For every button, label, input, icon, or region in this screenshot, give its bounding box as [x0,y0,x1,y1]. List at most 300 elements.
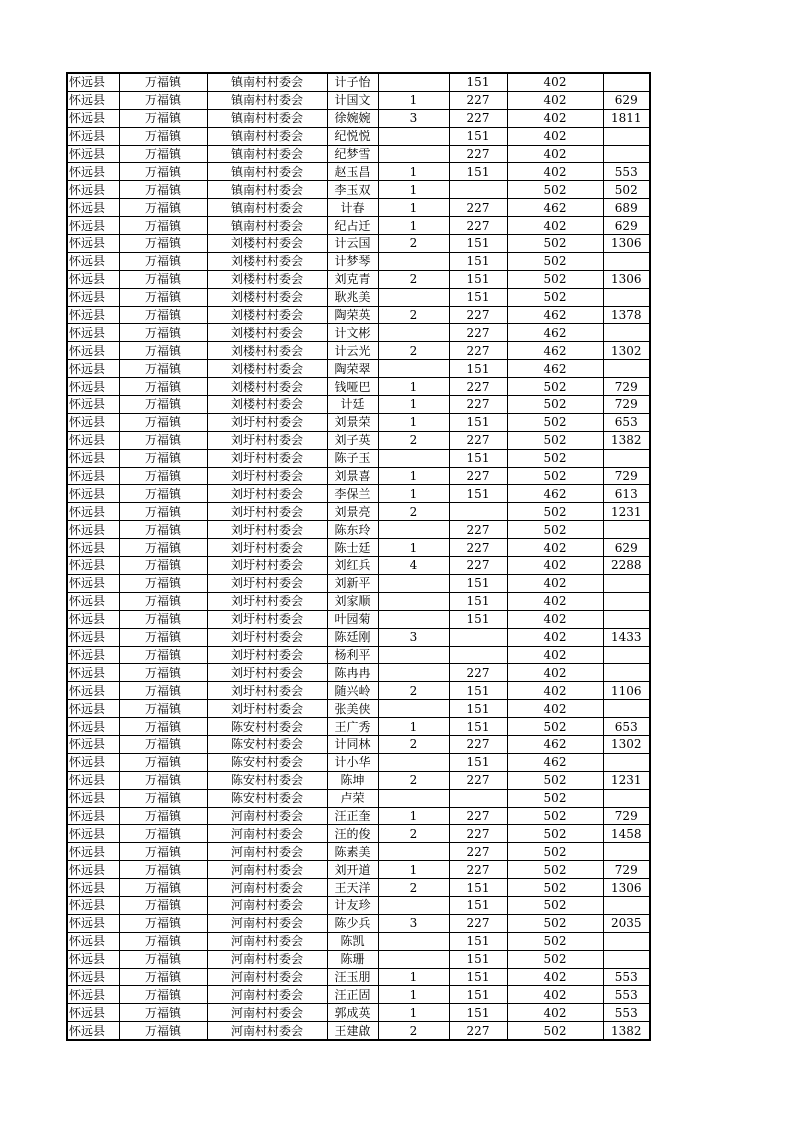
town-cell: 万福镇 [119,610,207,628]
count-cell: 2 [378,735,449,753]
name-cell: 刘子英 [327,431,378,449]
amount-a-cell [449,646,507,664]
count-cell: 2 [378,1022,449,1040]
amount-b-cell: 402 [507,986,603,1004]
amount-b-cell: 402 [507,968,603,986]
table-row [67,646,650,664]
amount-a-cell: 227 [449,91,507,109]
town-cell: 万福镇 [119,252,207,270]
county-cell: 怀远县 [67,521,119,539]
table-row [67,467,650,485]
amount-b-cell: 402 [507,574,603,592]
town-cell: 万福镇 [119,825,207,843]
name-cell: 王建啟 [327,1022,378,1040]
total-cell [603,324,650,342]
amount-b-cell: 502 [507,449,603,467]
count-cell [378,592,449,610]
table-row [67,986,650,1004]
name-cell: 李保兰 [327,485,378,503]
total-cell [603,896,650,914]
amount-b-cell: 502 [507,843,603,861]
table-row [67,843,650,861]
village-cell: 刘楼村村委会 [207,270,327,288]
name-cell: 刘开道 [327,861,378,879]
amount-a-cell: 227 [449,342,507,360]
amount-b-cell: 462 [507,360,603,378]
amount-a-cell: 151 [449,574,507,592]
county-cell: 怀远县 [67,825,119,843]
table-row [67,771,650,789]
county-cell: 怀远县 [67,485,119,503]
table-row [67,270,650,288]
count-cell: 1 [378,968,449,986]
total-cell: 1382 [603,431,650,449]
town-cell: 万福镇 [119,127,207,145]
village-cell: 河南村村委会 [207,825,327,843]
amount-a-cell: 151 [449,592,507,610]
name-cell: 刘红兵 [327,557,378,575]
amount-a-cell: 227 [449,145,507,163]
count-cell [378,950,449,968]
town-cell: 万福镇 [119,700,207,718]
count-cell [378,646,449,664]
name-cell: 赵玉昌 [327,163,378,181]
village-cell: 河南村村委会 [207,843,327,861]
town-cell: 万福镇 [119,235,207,253]
village-cell: 刘圩村村委会 [207,467,327,485]
name-cell: 计云光 [327,342,378,360]
count-cell: 1 [378,986,449,1004]
count-cell [378,521,449,539]
count-cell: 1 [378,539,449,557]
table-row [67,968,650,986]
town-cell: 万福镇 [119,431,207,449]
amount-b-cell: 402 [507,700,603,718]
amount-a-cell: 151 [449,986,507,1004]
town-cell: 万福镇 [119,91,207,109]
total-cell [603,664,650,682]
table-row [67,718,650,736]
table-row [67,145,650,163]
table-row [67,557,650,575]
amount-a-cell: 227 [449,557,507,575]
county-cell: 怀远县 [67,628,119,646]
amount-b-cell: 462 [507,485,603,503]
total-cell: 629 [603,539,650,557]
amount-b-cell: 502 [507,1022,603,1040]
county-cell: 怀远县 [67,288,119,306]
town-cell: 万福镇 [119,467,207,485]
village-cell: 河南村村委会 [207,950,327,968]
name-cell: 刘家顺 [327,592,378,610]
table-row [67,235,650,253]
amount-a-cell: 151 [449,700,507,718]
amount-a-cell: 227 [449,431,507,449]
table-row [67,753,650,771]
name-cell: 钱哑巴 [327,378,378,396]
village-cell: 河南村村委会 [207,986,327,1004]
amount-b-cell: 402 [507,539,603,557]
town-cell: 万福镇 [119,682,207,700]
amount-a-cell: 151 [449,270,507,288]
name-cell: 郭成英 [327,1004,378,1022]
total-cell: 553 [603,986,650,1004]
total-cell [603,252,650,270]
amount-a-cell: 151 [449,950,507,968]
table-row [67,825,650,843]
village-cell: 刘圩村村委会 [207,485,327,503]
table-body [67,73,650,1040]
count-cell [378,252,449,270]
county-cell: 怀远县 [67,449,119,467]
amount-a-cell: 151 [449,1004,507,1022]
count-cell [378,360,449,378]
amount-a-cell: 151 [449,127,507,145]
total-cell: 2288 [603,557,650,575]
name-cell: 陈士廷 [327,539,378,557]
count-cell: 1 [378,217,449,235]
count-cell [378,127,449,145]
county-cell: 怀远县 [67,396,119,414]
county-cell: 怀远县 [67,896,119,914]
total-cell: 553 [603,1004,650,1022]
amount-b-cell: 502 [507,914,603,932]
amount-b-cell: 462 [507,753,603,771]
amount-b-cell: 402 [507,145,603,163]
village-cell: 镇南村村委会 [207,217,327,235]
table-row [67,396,650,414]
table-row [67,610,650,628]
town-cell: 万福镇 [119,646,207,664]
town-cell: 万福镇 [119,771,207,789]
town-cell: 万福镇 [119,288,207,306]
table-row [67,932,650,950]
county-cell: 怀远县 [67,199,119,217]
name-cell: 刘新平 [327,574,378,592]
amount-a-cell: 227 [449,396,507,414]
county-cell: 怀远县 [67,879,119,897]
amount-b-cell: 502 [507,378,603,396]
total-cell: 1302 [603,735,650,753]
count-cell: 3 [378,628,449,646]
table-row [67,163,650,181]
name-cell: 计子怡 [327,73,378,91]
town-cell: 万福镇 [119,324,207,342]
count-cell: 2 [378,771,449,789]
table-row [67,503,650,521]
village-cell: 刘楼村村委会 [207,342,327,360]
name-cell: 张美侠 [327,700,378,718]
amount-a-cell: 151 [449,932,507,950]
total-cell: 689 [603,199,650,217]
total-cell: 553 [603,163,650,181]
total-cell: 1306 [603,879,650,897]
county-cell: 怀远县 [67,181,119,199]
town-cell: 万福镇 [119,217,207,235]
amount-a-cell: 227 [449,914,507,932]
county-cell: 怀远县 [67,950,119,968]
town-cell: 万福镇 [119,664,207,682]
amount-b-cell: 402 [507,610,603,628]
amount-a-cell: 151 [449,968,507,986]
table-row [67,449,650,467]
name-cell: 纪占迁 [327,217,378,235]
town-cell: 万福镇 [119,843,207,861]
village-cell: 河南村村委会 [207,968,327,986]
county-cell: 怀远县 [67,753,119,771]
county-cell: 怀远县 [67,73,119,91]
town-cell: 万福镇 [119,628,207,646]
county-cell: 怀远县 [67,646,119,664]
count-cell: 1 [378,807,449,825]
village-cell: 刘圩村村委会 [207,700,327,718]
town-cell: 万福镇 [119,557,207,575]
total-cell [603,521,650,539]
name-cell: 陈珊 [327,950,378,968]
amount-b-cell: 402 [507,628,603,646]
county-cell: 怀远县 [67,664,119,682]
amount-b-cell: 502 [507,252,603,270]
total-cell: 729 [603,807,650,825]
table-row [67,324,650,342]
village-cell: 河南村村委会 [207,807,327,825]
table-row [67,539,650,557]
amount-b-cell: 502 [507,181,603,199]
table-row [67,485,650,503]
total-cell: 1811 [603,109,650,127]
count-cell [378,700,449,718]
village-cell: 河南村村委会 [207,896,327,914]
amount-a-cell: 227 [449,109,507,127]
name-cell: 刘景亮 [327,503,378,521]
name-cell: 刘景荣 [327,413,378,431]
total-cell: 729 [603,861,650,879]
village-cell: 刘圩村村委会 [207,574,327,592]
town-cell: 万福镇 [119,378,207,396]
name-cell: 汪正固 [327,986,378,1004]
amount-a-cell: 227 [449,199,507,217]
amount-b-cell: 502 [507,396,603,414]
amount-b-cell: 502 [507,413,603,431]
table-row [67,413,650,431]
county-cell: 怀远县 [67,861,119,879]
table-row [67,342,650,360]
name-cell: 卢荣 [327,789,378,807]
count-cell: 1 [378,163,449,181]
amount-b-cell: 462 [507,342,603,360]
count-cell: 1 [378,396,449,414]
table-row [67,217,650,235]
total-cell [603,843,650,861]
village-cell: 刘圩村村委会 [207,664,327,682]
town-cell: 万福镇 [119,968,207,986]
table-row [67,861,650,879]
total-cell: 629 [603,91,650,109]
total-cell: 653 [603,718,650,736]
amount-b-cell: 402 [507,73,603,91]
count-cell: 1 [378,861,449,879]
table-row [67,306,650,324]
amount-a-cell: 227 [449,467,507,485]
name-cell: 叶园菊 [327,610,378,628]
count-cell: 1 [378,181,449,199]
total-cell: 629 [603,217,650,235]
village-cell: 刘圩村村委会 [207,521,327,539]
amount-a-cell: 227 [449,807,507,825]
table-row [67,682,650,700]
amount-a-cell: 227 [449,539,507,557]
total-cell: 1106 [603,682,650,700]
amount-b-cell: 462 [507,306,603,324]
table-row [67,789,650,807]
name-cell: 陶荣翠 [327,360,378,378]
total-cell [603,932,650,950]
amount-b-cell: 502 [507,235,603,253]
count-cell [378,664,449,682]
town-cell: 万福镇 [119,270,207,288]
town-cell: 万福镇 [119,789,207,807]
amount-b-cell: 462 [507,324,603,342]
town-cell: 万福镇 [119,592,207,610]
name-cell: 陈素美 [327,843,378,861]
amount-b-cell: 502 [507,861,603,879]
village-cell: 刘楼村村委会 [207,324,327,342]
count-cell: 1 [378,199,449,217]
count-cell: 3 [378,109,449,127]
county-cell: 怀远县 [67,968,119,986]
town-cell: 万福镇 [119,73,207,91]
county-cell: 怀远县 [67,127,119,145]
count-cell: 1 [378,91,449,109]
county-cell: 怀远县 [67,789,119,807]
town-cell: 万福镇 [119,753,207,771]
count-cell: 3 [378,914,449,932]
town-cell: 万福镇 [119,485,207,503]
name-cell: 计友珍 [327,896,378,914]
town-cell: 万福镇 [119,861,207,879]
count-cell [378,753,449,771]
amount-b-cell: 502 [507,896,603,914]
village-cell: 镇南村村委会 [207,199,327,217]
town-cell: 万福镇 [119,986,207,1004]
amount-b-cell: 462 [507,735,603,753]
amount-b-cell: 502 [507,431,603,449]
amount-a-cell: 227 [449,825,507,843]
amount-b-cell: 502 [507,825,603,843]
village-cell: 刘圩村村委会 [207,646,327,664]
name-cell: 纪悦悦 [327,127,378,145]
table-row [67,879,650,897]
amount-a-cell: 151 [449,610,507,628]
count-cell: 4 [378,557,449,575]
name-cell: 陈子玉 [327,449,378,467]
total-cell: 553 [603,968,650,986]
amount-a-cell: 151 [449,163,507,181]
table-row [67,700,650,718]
amount-a-cell: 151 [449,73,507,91]
count-cell [378,932,449,950]
total-cell: 729 [603,467,650,485]
county-cell: 怀远县 [67,700,119,718]
village-cell: 刘楼村村委会 [207,306,327,324]
village-cell: 河南村村委会 [207,1022,327,1040]
table-row [67,252,650,270]
amount-b-cell: 502 [507,789,603,807]
amount-b-cell: 502 [507,288,603,306]
name-cell: 陈东玲 [327,521,378,539]
count-cell [378,610,449,628]
amount-b-cell: 462 [507,199,603,217]
count-cell [378,574,449,592]
table-row [67,950,650,968]
county-cell: 怀远县 [67,574,119,592]
count-cell [378,288,449,306]
count-cell: 1 [378,1004,449,1022]
county-cell: 怀远县 [67,539,119,557]
town-cell: 万福镇 [119,413,207,431]
amount-b-cell: 402 [507,664,603,682]
town-cell: 万福镇 [119,574,207,592]
amount-b-cell: 402 [507,682,603,700]
county-cell: 怀远县 [67,252,119,270]
amount-a-cell: 151 [449,235,507,253]
village-cell: 镇南村村委会 [207,181,327,199]
village-cell: 河南村村委会 [207,1004,327,1022]
amount-a-cell: 151 [449,360,507,378]
village-cell: 河南村村委会 [207,861,327,879]
count-cell: 1 [378,718,449,736]
amount-a-cell: 151 [449,879,507,897]
name-cell: 陈坤 [327,771,378,789]
table-row [67,664,650,682]
county-cell: 怀远县 [67,360,119,378]
amount-b-cell: 402 [507,163,603,181]
county-cell: 怀远县 [67,235,119,253]
amount-b-cell: 402 [507,217,603,235]
name-cell: 陈廷刚 [327,628,378,646]
count-cell: 2 [378,431,449,449]
county-cell: 怀远县 [67,986,119,1004]
total-cell: 1231 [603,503,650,521]
village-cell: 刘楼村村委会 [207,252,327,270]
count-cell [378,449,449,467]
amount-a-cell: 151 [449,682,507,700]
county-cell: 怀远县 [67,324,119,342]
county-cell: 怀远县 [67,1022,119,1040]
name-cell: 汪的俊 [327,825,378,843]
town-cell: 万福镇 [119,914,207,932]
name-cell: 陈凯 [327,932,378,950]
total-cell [603,700,650,718]
village-cell: 刘楼村村委会 [207,396,327,414]
total-cell [603,753,650,771]
amount-b-cell: 502 [507,932,603,950]
count-cell: 2 [378,682,449,700]
table-row [67,735,650,753]
county-cell: 怀远县 [67,109,119,127]
county-cell: 怀远县 [67,914,119,932]
village-cell: 刘圩村村委会 [207,449,327,467]
town-cell: 万福镇 [119,145,207,163]
county-cell: 怀远县 [67,718,119,736]
table-row [67,378,650,396]
total-cell [603,574,650,592]
table-row [67,431,650,449]
village-cell: 刘圩村村委会 [207,610,327,628]
county-cell: 怀远县 [67,503,119,521]
table-row [67,91,650,109]
town-cell: 万福镇 [119,807,207,825]
